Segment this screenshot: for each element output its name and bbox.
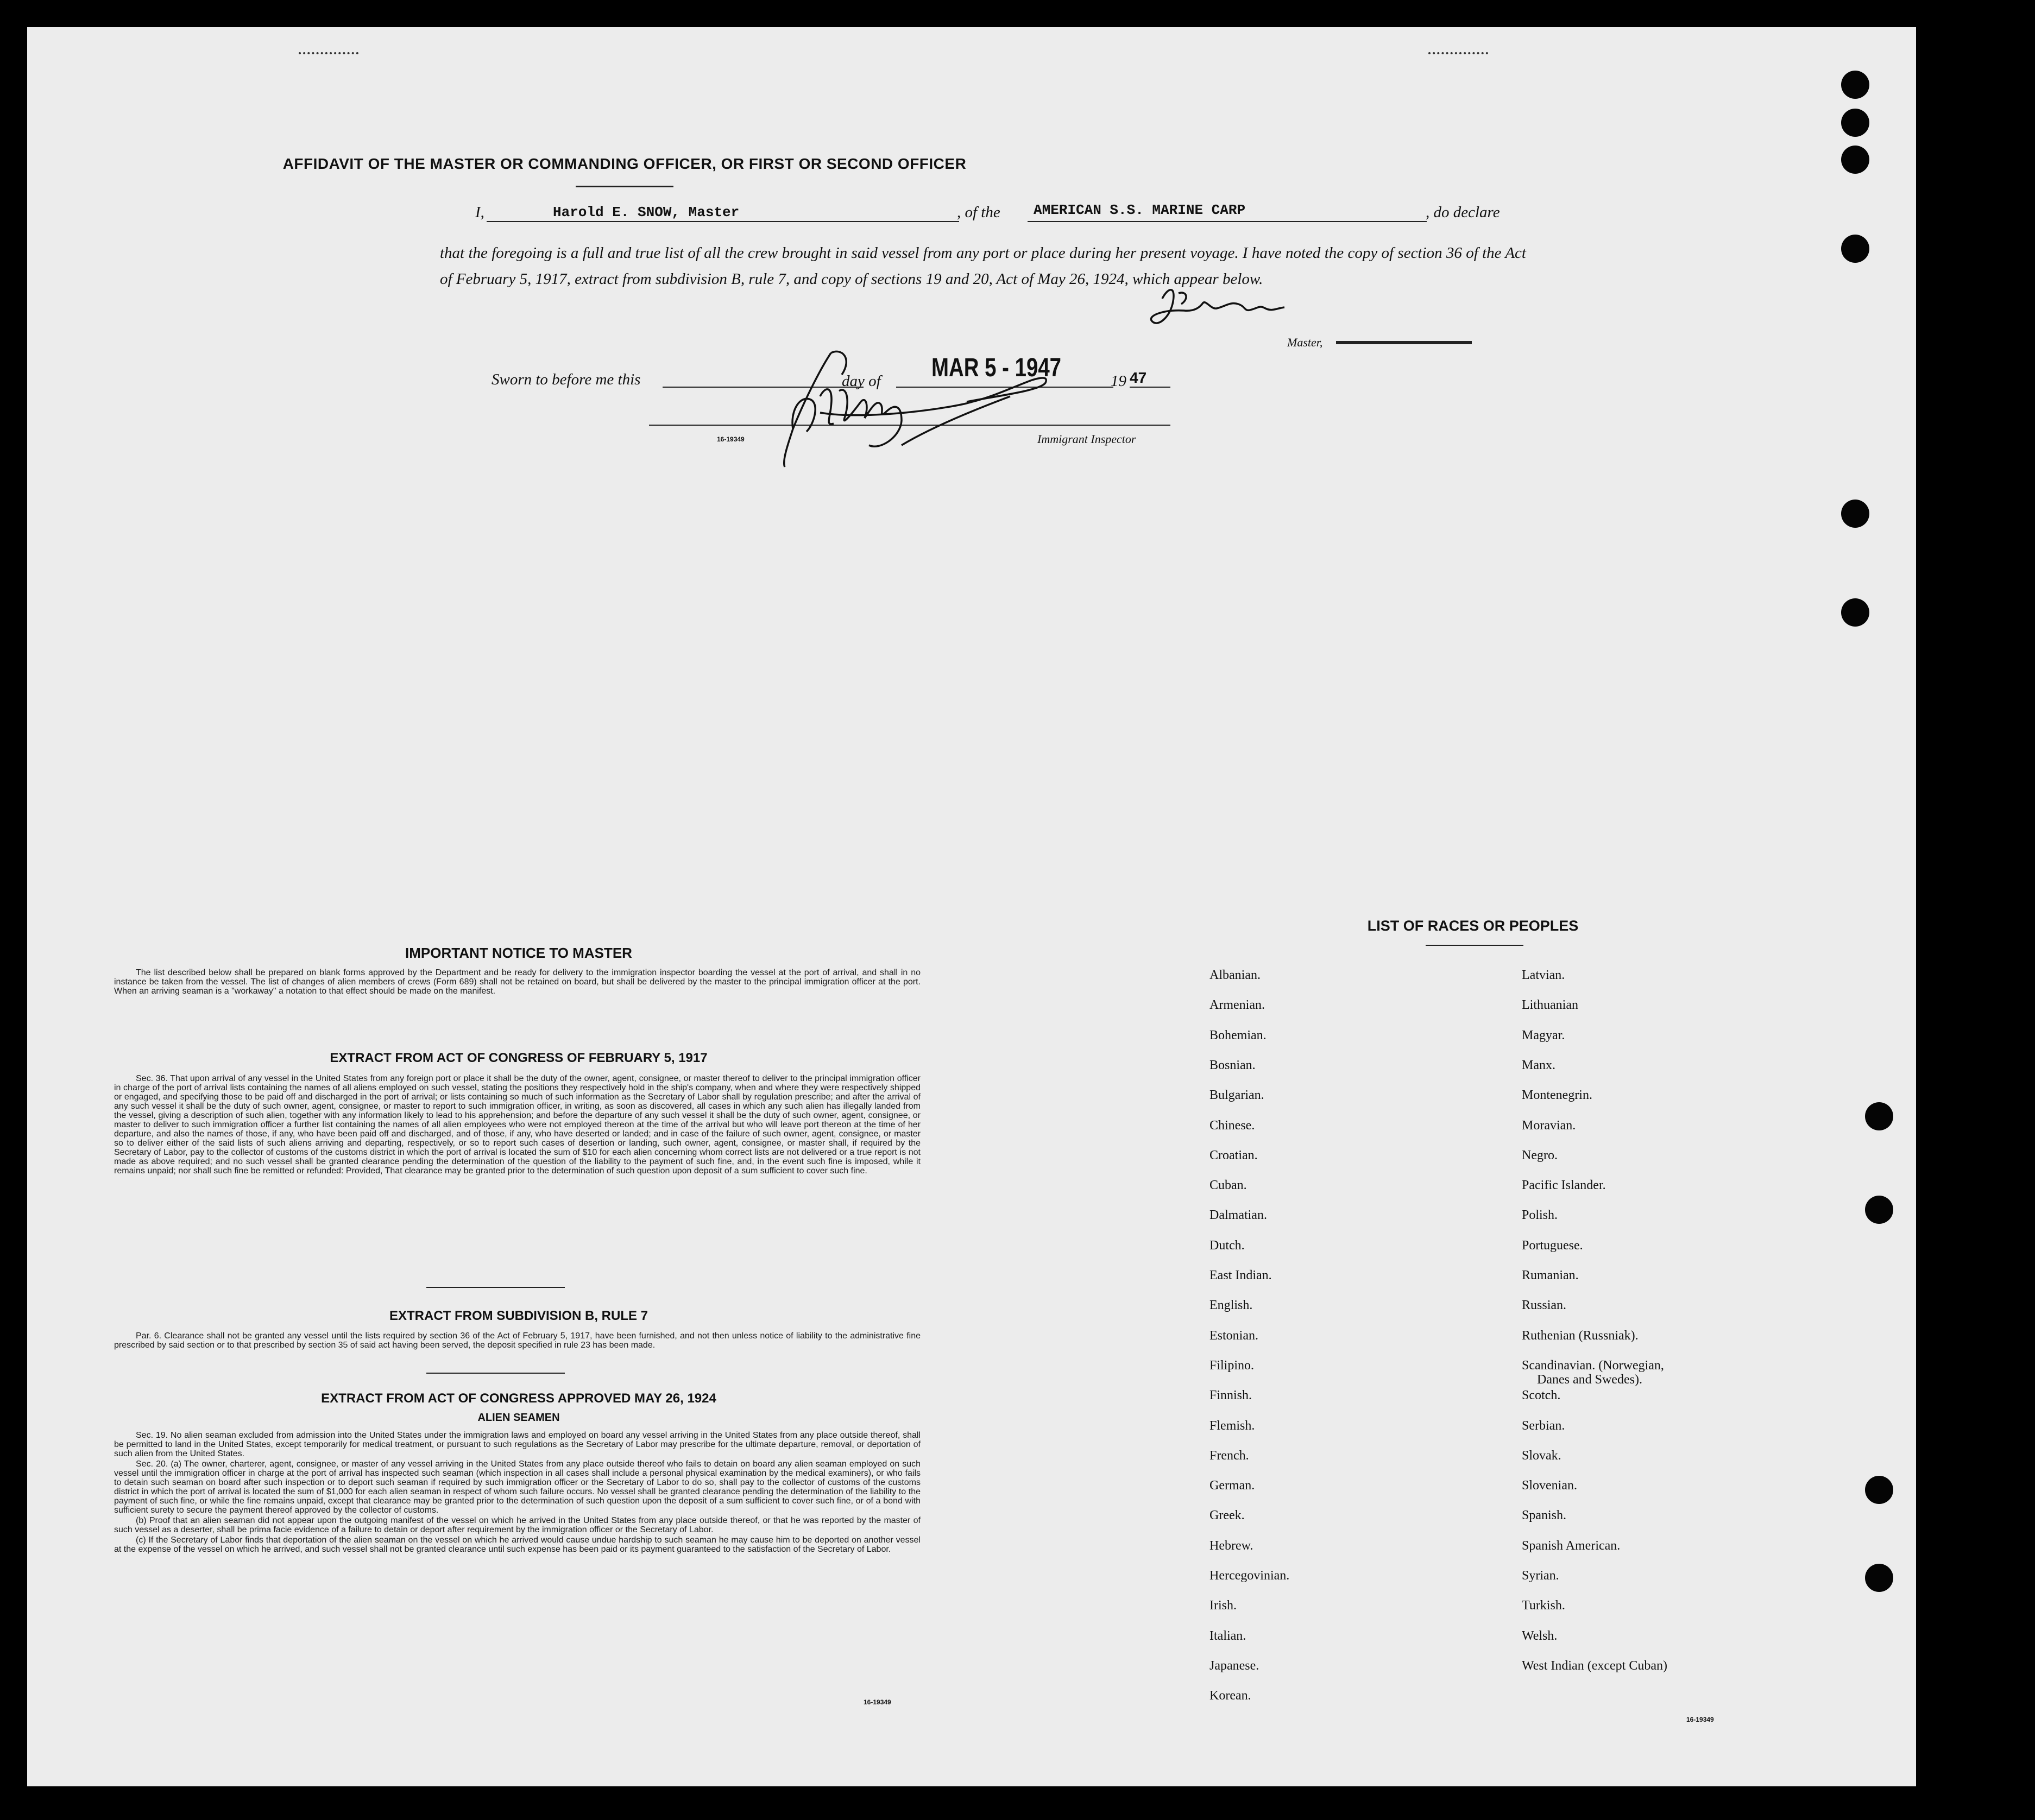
- race-item: Polish.: [1522, 1208, 1558, 1223]
- struck-out-text: [1336, 341, 1472, 344]
- race-item: Turkish.: [1522, 1598, 1565, 1613]
- extract-1917-text: [114, 1074, 921, 1177]
- notice-title: IMPORTANT NOTICE TO MASTER: [405, 945, 632, 961]
- affidavit-form-number: 16-19349: [717, 435, 745, 443]
- race-item: Moravian.: [1522, 1118, 1576, 1133]
- race-item: Cuban.: [1209, 1178, 1247, 1193]
- sworn-label: Sworn to before me this: [492, 371, 641, 388]
- race-item: Chinese.: [1209, 1118, 1255, 1133]
- race-item: Lithuanian: [1522, 998, 1578, 1013]
- race-item: Dalmatian.: [1209, 1208, 1267, 1223]
- binder-hole: [1841, 109, 1869, 137]
- date-stamp: MAR 5 - 1947: [931, 353, 1062, 382]
- race-item: Finnish.: [1209, 1388, 1252, 1403]
- race-item: Slovak.: [1522, 1448, 1561, 1463]
- race-item: Welsh.: [1522, 1628, 1558, 1643]
- race-item: Serbian.: [1522, 1418, 1565, 1433]
- section-divider: [426, 1373, 565, 1374]
- extract-1924-title: EXTRACT FROM ACT OF CONGRESS APPROVED MAY 26, 1924: [321, 1391, 716, 1406]
- title-rule: [576, 186, 673, 187]
- sec20a-paragraph: Sec. 20. (a) The owner, charterer, agent, consignee, or master of any vessel arriving in the United States from any place outside thereof who fails to detain on board any alien seaman employed on such vessel until the immigration officer in charge at the port of arrival has inspected such seaman (which inspection in all cases shall include a personal physical examination by the medical examiners), or who fails to detain such seaman on board after such inspection or to deport such seaman if required by such immigration officer or the Secretary of Labor to do so, shall pay to the collector of customs of the customs district in which the port of arrival is located the sum of $1,000 for each alien seaman in respect of whom such failure occurs. No vessel shall be granted clearance pending the determination of the liability to the payment of such fine, or while the fine remains unpaid, except that clearance may be granted prior to the determination of such question upon the deposit of a sum sufficient to cover such fine, or of a bond with sufficient surety to secure the payment thereof approved by the collector of customs.: [114, 1459, 921, 1515]
- year-line: [1130, 387, 1170, 388]
- master-signature: [1135, 277, 1314, 337]
- extract-rule7-title: EXTRACT FROM SUBDIVISION B, RULE 7: [389, 1309, 648, 1323]
- binder-hole: [1841, 598, 1869, 627]
- corner-mark: [299, 52, 358, 56]
- race-item: French.: [1209, 1448, 1249, 1463]
- of-the-label: , of the: [957, 204, 1000, 221]
- race-item: East Indian.: [1209, 1268, 1272, 1282]
- vessel-name: AMERICAN S.S. MARINE CARP: [1034, 202, 1246, 218]
- extract-form-number: 16-19349: [864, 1698, 891, 1706]
- race-item: Filipino.: [1209, 1358, 1255, 1373]
- race-item: Ruthenian (Russniak).: [1522, 1328, 1639, 1343]
- sec36-paragraph: Sec. 36. That upon arrival of any vessel in the United States from any foreign port or place it shall be the duty of the owner, agent, consignee, or master thereof to deliver to the principal immigration officer in charge of the port of arrival lists containing the names of all aliens employed on such vessel, stating the positions they respectively hold in the ship's company, when and where they were respectively shipped or engaged, and specifying those to be paid off and discharged in the port of arrival; or lists containing so much of such information as the Secretary of Labor shall by regulation prescribe; and after the arrival of any such vessel it shall be the duty of such owner, agent, consignee, or master to report to such immigration officer, in writing, as soon as discovered, all cases in which any such alien has illegally landed from the vessel, giving a description of such alien, together with any information likely to lead to his apprehension; and before the departure of any such vessel it shall be the duty of such owner, agent, consignee, or master to deliver to such immigration officer a further list containing the names of all alien employees who were not employed thereon at the time of the arrival but who will leave port thereon at the time of her departure, and also the names of those, if any, who have been paid off and discharged, and of those, if any, who have deserted or landed; and in case of the failure of such owner, agent, consignee, or master so to deliver either of the said lists of such aliens arriving and departing, respectively, or so to report such cases of desertion or landing, such owner, agent, consignee, or master shall, if required by the Secretary of Labor, pay to the collector of customs of the customs district in which the port of arrival is located the sum of $10 for each alien concerning whom correct lists are not delivered or a true report is not made as above required; and no such vessel shall be granted clearance pending the determination of the question of the liability to the payment of such fine, and, in the event such fine is imposed, while it remains unpaid; nor shall such fine be remitted or refunded: Provided, That clearance may be granted prior to the determination of such question upon deposit of a sum sufficient to cover such fine.: [114, 1074, 921, 1176]
- binder-hole: [1865, 1196, 1893, 1224]
- race-item: Croatian.: [1209, 1148, 1258, 1162]
- binder-hole: [1841, 500, 1869, 528]
- race-item: West Indian (except Cuban): [1522, 1658, 1667, 1673]
- race-item: Scandinavian. (Norwegian,: [1522, 1358, 1664, 1373]
- race-item: German.: [1209, 1478, 1255, 1493]
- race-item: Hercegovinian.: [1209, 1569, 1290, 1583]
- affidavit-title: AFFIDAVIT OF THE MASTER OR COMMANDING OFFICER, OR FIRST OR SECOND OFFICER: [282, 155, 967, 172]
- race-item: Bosnian.: [1209, 1058, 1256, 1072]
- notice-text: [114, 968, 921, 997]
- races-rule: [1426, 945, 1523, 946]
- race-item: Portuguese.: [1522, 1238, 1583, 1253]
- race-item: Manx.: [1522, 1058, 1555, 1072]
- race-item: Syrian.: [1522, 1569, 1559, 1583]
- sec19-paragraph: Sec. 19. No alien seaman excluded from admission into the United States under the immigration laws and employed on board any vessel arriving in the United States from any place outside thereof, shall be permitted to land in the United States, except temporarily for medical treatment, or pursuant to such regulations as the Secretary of Labor may prescribe for the ultimate departure, removal, or deportation of such alien from the United States.: [114, 1431, 921, 1458]
- race-item: Rumanian.: [1522, 1268, 1579, 1282]
- extract-1924-subtitle: ALIEN SEAMEN: [477, 1412, 560, 1424]
- inspector-signature: [739, 337, 1070, 478]
- year-suffix: 47: [1130, 369, 1147, 386]
- binder-hole: [1865, 1476, 1893, 1504]
- race-item: Slovenian.: [1522, 1478, 1577, 1493]
- binder-hole: [1841, 146, 1869, 174]
- race-item: Italian.: [1209, 1628, 1246, 1643]
- race-item: Latvian.: [1522, 968, 1565, 982]
- race-item: Dutch.: [1209, 1238, 1245, 1253]
- do-declare-label: , do declare: [1426, 204, 1500, 221]
- master-label: Master,: [1287, 336, 1323, 349]
- vessel-line: [1028, 221, 1427, 222]
- extract-1924-text: [114, 1431, 921, 1555]
- race-item: Irish.: [1209, 1598, 1237, 1613]
- race-item: Bohemian.: [1209, 1028, 1267, 1042]
- binder-hole: [1841, 235, 1869, 263]
- sec20c-paragraph: (c) If the Secretary of Labor finds that deportation of the alien seaman on the vessel on which he arrived would cause undue hardship to such seaman he may cause him to be deported on another vessel at the expense of the vessel on which he arrived, and such vessel shall not be granted clearance until such expense has been paid or its payment guaranteed to the satisfaction of the Secretary of Labor.: [114, 1535, 921, 1554]
- extract-rule7-text: [114, 1331, 921, 1351]
- sec20b-paragraph: (b) Proof that an alien seaman did not appear upon the outgoing manifest of the vessel on which he arrived in the United States from any place outside thereof, or that he was reported by the master of such vessel as a deserter, shall be prima facie evidence of a failure to detain or deport after requirement by the immigration officer or the Secretary of Labor.: [114, 1516, 921, 1534]
- race-item: Flemish.: [1209, 1418, 1255, 1433]
- affidavit-body: that the foregoing is a full and true list of all the crew brought in said vessel from any port or place during her present voyage. I have noted the copy of section 36 of the Act of February 5, 1917, extract from subdivision B, rule 7, and copy of sections 19 and 20, Act of May 26, 1924, which appear below.: [440, 244, 1526, 288]
- officer-name-line: [487, 221, 959, 222]
- races-form-number: 16-19349: [1686, 1716, 1714, 1723]
- race-item: Russian.: [1522, 1298, 1567, 1313]
- race-item: Montenegrin.: [1522, 1088, 1592, 1103]
- race-item: Magyar.: [1522, 1028, 1565, 1042]
- day-of-label: day of: [842, 372, 881, 390]
- corner-mark: [1428, 52, 1488, 56]
- year-prefix: 19: [1111, 372, 1126, 390]
- race-item: Scotch.: [1522, 1388, 1561, 1403]
- race-item: Danes and Swedes).: [1537, 1372, 1642, 1387]
- race-item: Hebrew.: [1209, 1538, 1253, 1553]
- race-item: Spanish American.: [1522, 1538, 1621, 1553]
- notice-paragraph: The list described below shall be prepared on blank forms approved by the Department and be ready for delivery to the immigration inspector boarding the vessel at the port of arrival, and shall in no instance be taken from the vessel. The list of changes of alien members of crews (Form 689) shall not be retained on board, but shall be delivered by the master to the principal immigration officer at the port. When an arriving seaman is a "workaway" a notation to that effect should be made on the manifest.: [114, 968, 921, 996]
- race-item: Armenian.: [1209, 998, 1265, 1013]
- binder-hole: [1865, 1564, 1893, 1592]
- race-item: Bulgarian.: [1209, 1088, 1264, 1103]
- race-item: Korean.: [1209, 1689, 1251, 1703]
- race-item: Pacific Islander.: [1522, 1178, 1606, 1193]
- race-item: Spanish.: [1522, 1508, 1567, 1523]
- race-item: English.: [1209, 1298, 1253, 1313]
- race-item: Japanese.: [1209, 1658, 1259, 1673]
- i-label: I,: [475, 204, 484, 221]
- race-item: Negro.: [1522, 1148, 1558, 1162]
- binder-hole: [1865, 1102, 1893, 1130]
- extract-1917-title: EXTRACT FROM ACT OF CONGRESS OF FEBRUARY 5, 1917: [330, 1051, 708, 1065]
- race-item: Estonian.: [1209, 1328, 1258, 1343]
- section-divider: [426, 1287, 565, 1288]
- races-title: LIST OF RACES OR PEOPLES: [1367, 918, 1579, 934]
- par6-paragraph: Par. 6. Clearance shall not be granted any vessel until the lists required by section 36 of the Act of February 5, 1917, have been furnished, and not then unless notice of liability to the administrative fine prescribed by said section or to that prescribed by section 35 of said act having been served, the deposit specified in rule 23 has been made.: [114, 1331, 921, 1350]
- race-item: Albanian.: [1209, 968, 1261, 982]
- binder-hole: [1841, 71, 1869, 99]
- inspector-label: Immigrant Inspector: [1037, 432, 1136, 446]
- document-page: [27, 27, 1916, 1786]
- officer-name: Harold E. SNOW, Master: [553, 204, 740, 220]
- race-item: Greek.: [1209, 1508, 1245, 1523]
